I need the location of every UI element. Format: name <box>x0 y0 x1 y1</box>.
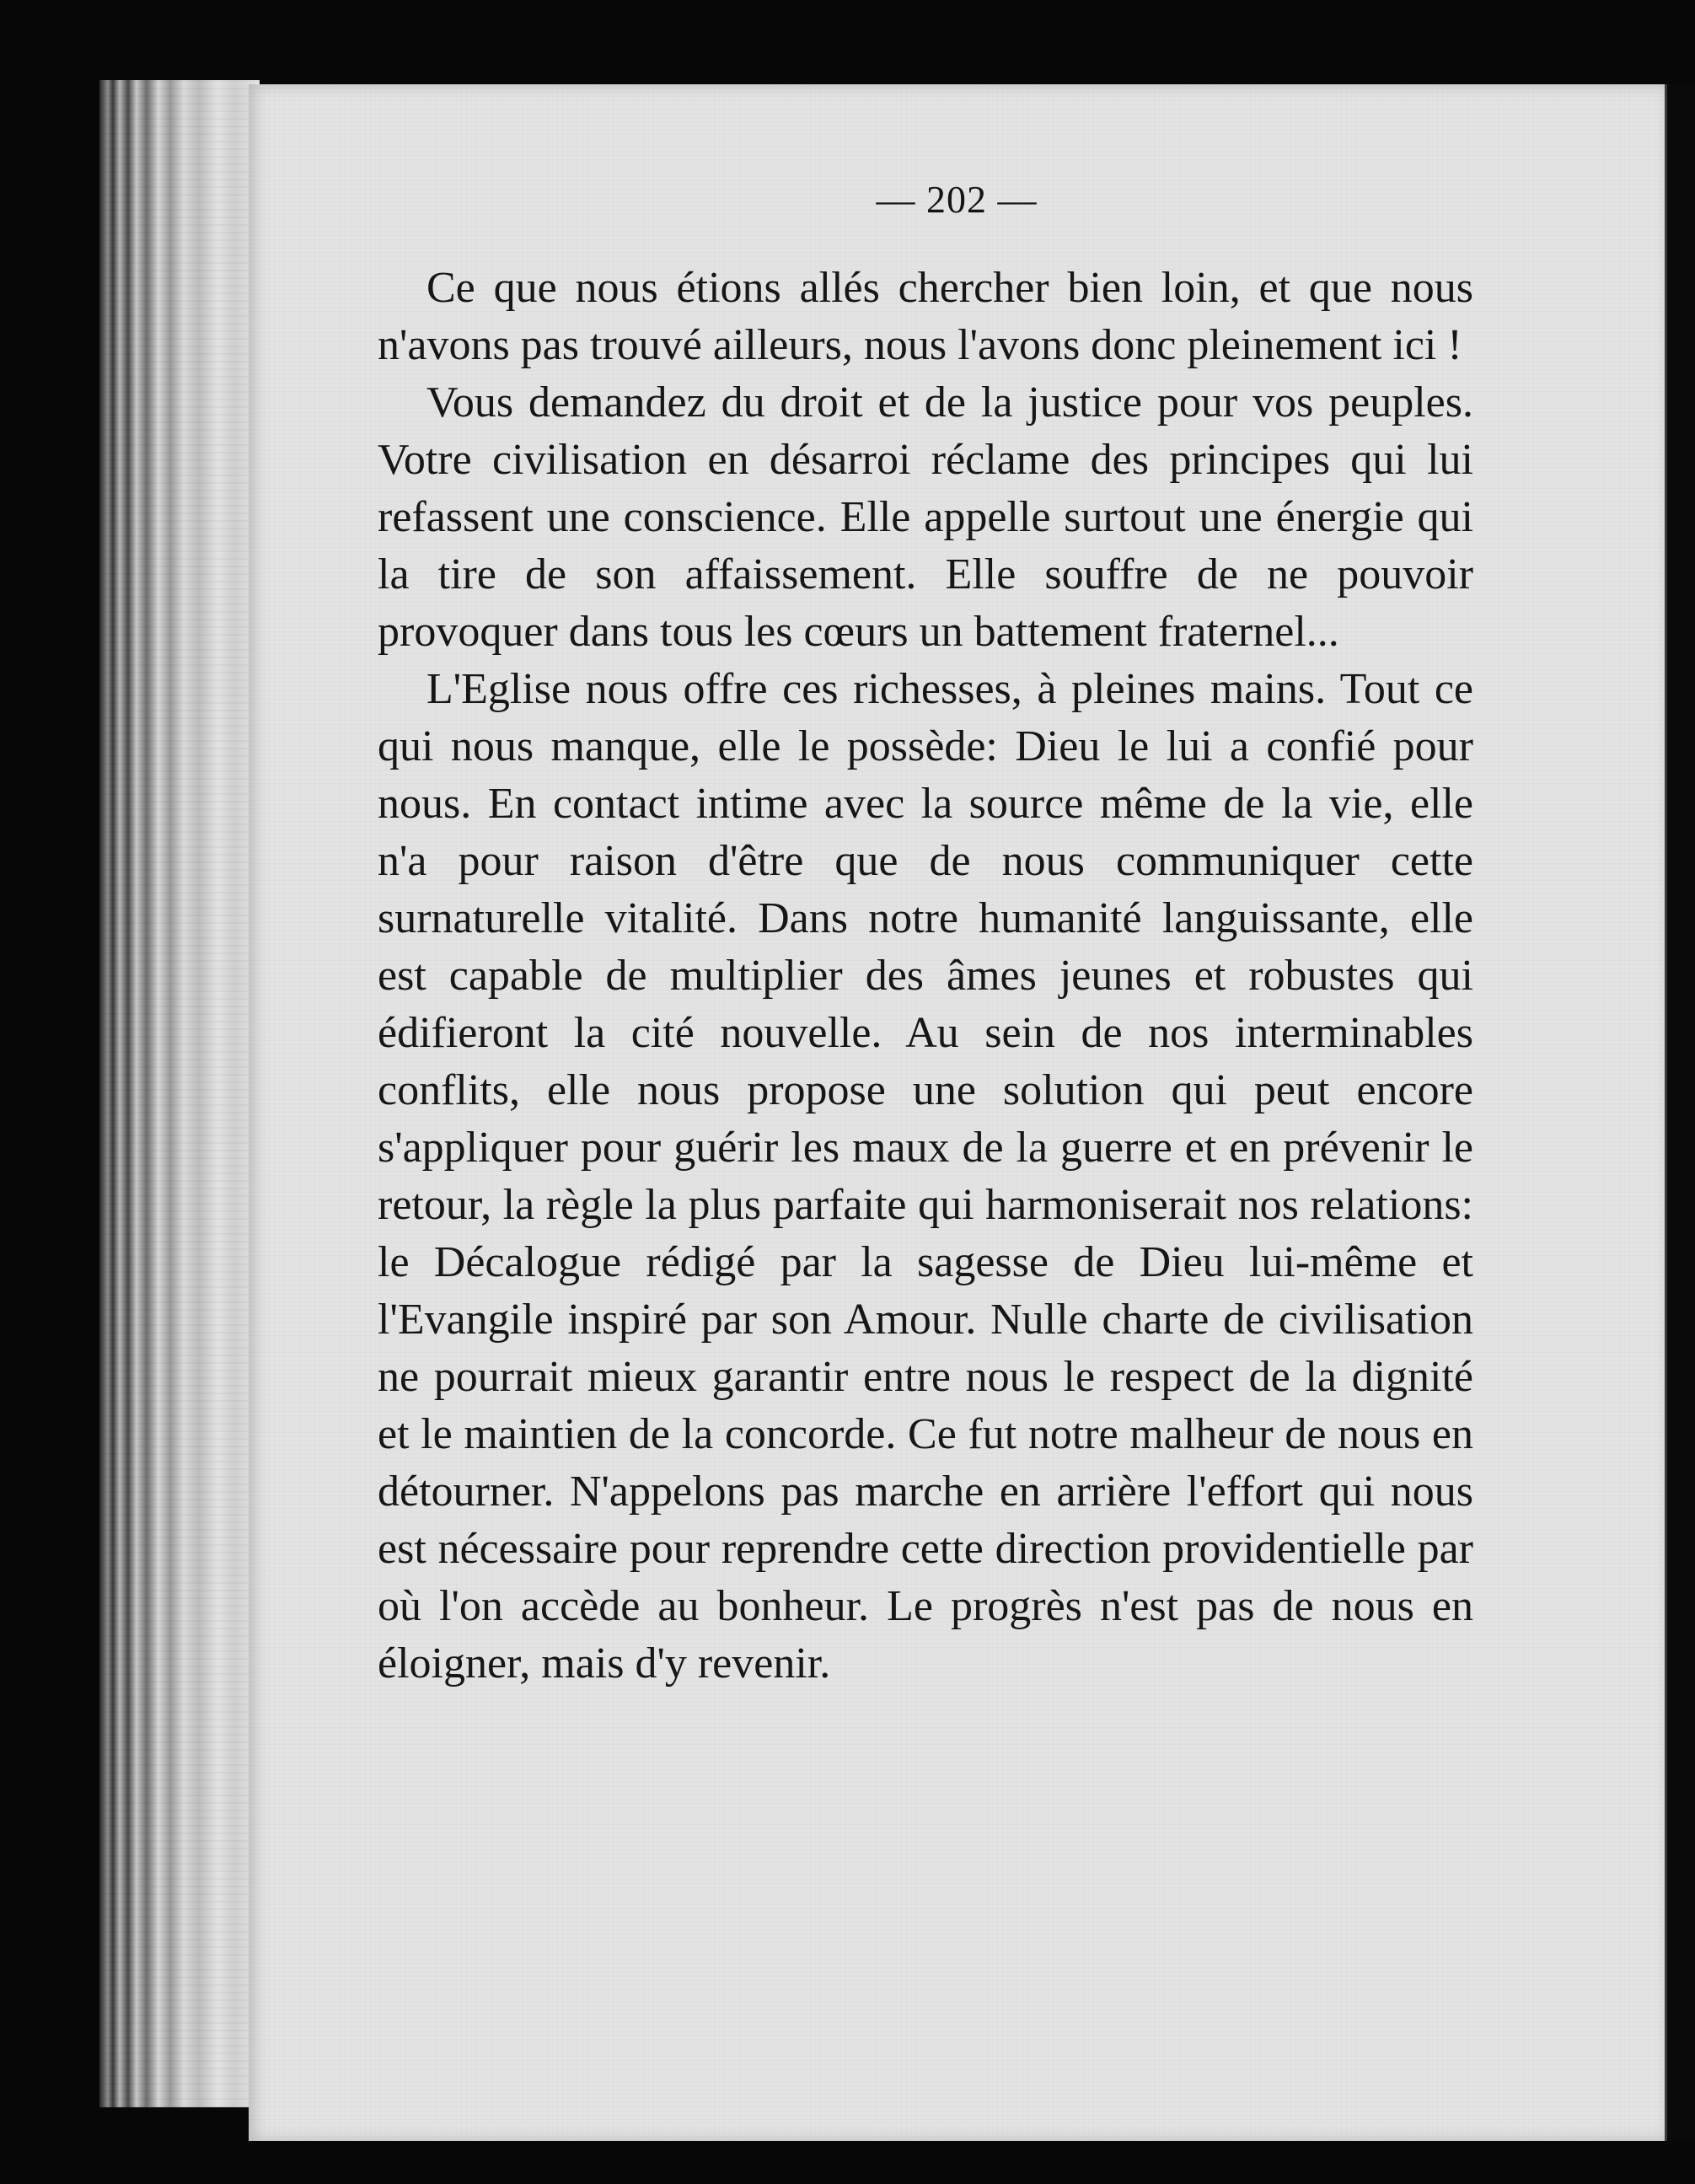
paragraph-2: Vous demandez du droit et de la justice pour vos peuples. Votre civilisation en désarroi réclame des principes qui lui refassent une conscience. Elle appelle surtout une énergie qui la tire de son affaissement. Elle souffre de ne pouvoir provoquer dans tous les cœurs un battement fraternel... <box>378 378 1473 656</box>
book-page-edges <box>99 80 260 2107</box>
page-number: — 202 — <box>876 178 1038 221</box>
paragraph-3: L'Eglise nous offre ces richesses, à pleines mains. Tout ce qui nous manque, elle le possède: Dieu le lui a confié pour nous. En contact intime avec la source même de la vie, elle n'a pour raison d'être que de nous communiquer cette surnaturelle vitalité. Dans notre humanité languissante, elle est capable de multiplier des âmes jeunes et robustes qui édifieront la cité nouvelle. Au sein de nos interminables conflits, elle nous propose une solution qui peut encore s'appliquer pour guérir les maux de la guerre et en prévenir le retour, la règle la plus parfaite qui harmoniserait nos relations: le Décalogue rédigé par la sagesse de Dieu lui-même et l'Evangile inspiré par son Amour. Nulle charte de civilisation ne pourrait mieux garantir entre nous le respect de la dignité et le maintien de la concorde. Ce fut notre malheur de nous en détourner. N'appelons pas marche en arrière l'effort qui nous est nécessaire pour reprendre cette direction providentielle par où l'on accède au bonheur. Le progrès n'est pas de nous en éloigner, mais d'y revenir. <box>378 665 1473 1688</box>
scan-border-right <box>1665 84 1695 2141</box>
book-page <box>249 84 1665 2141</box>
page-text <box>378 260 1473 1693</box>
paragraph-1: Ce que nous étions allés chercher bien loin, et que nous n'avons pas trouvé ailleurs, nous l'avons donc pleinement ici ! <box>378 264 1473 369</box>
